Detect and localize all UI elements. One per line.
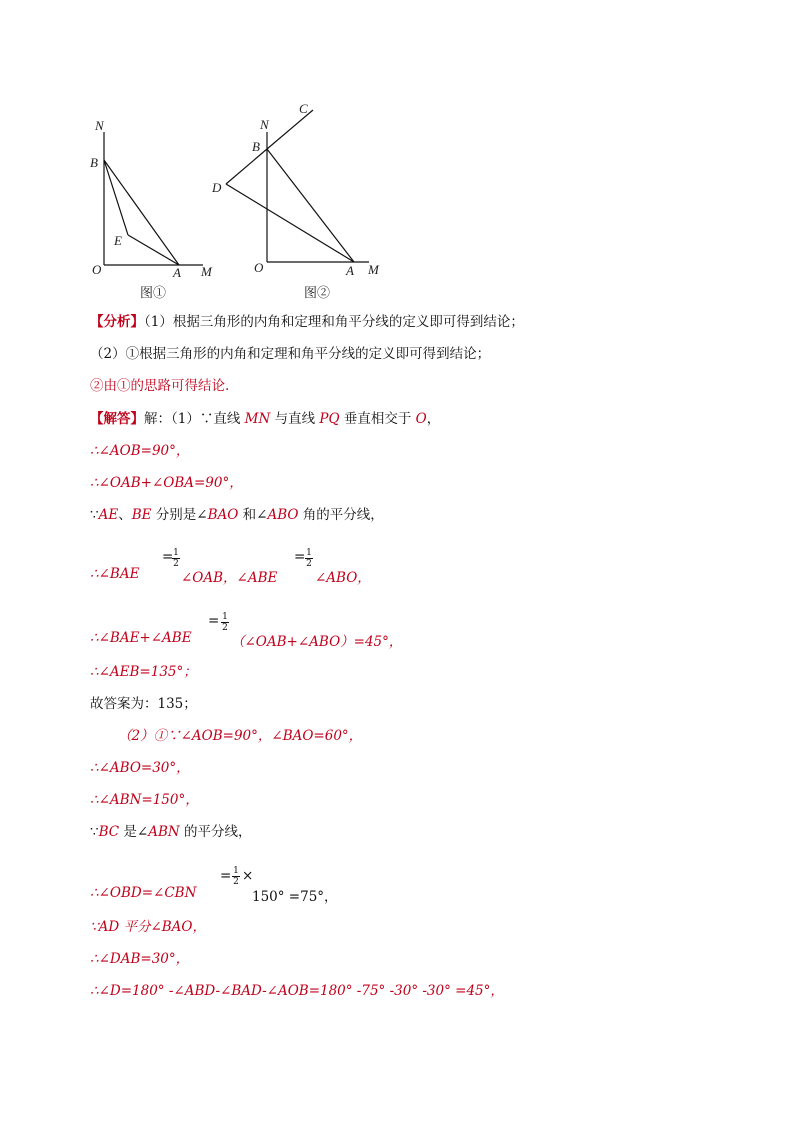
solution-line-5-lhs: ∴∠BAE	[90, 566, 140, 582]
solution-line-14: ∵AD 平分∠BAO，	[90, 919, 207, 935]
label-N: N	[95, 118, 104, 133]
segment-EA	[128, 235, 179, 265]
fraction-half	[221, 612, 229, 633]
solution-line-11: ∴∠ABN=150°，	[90, 792, 199, 808]
fraction-denominator: 2	[173, 559, 179, 569]
label-M: M	[368, 262, 379, 277]
solution-tag: 【解答】	[90, 411, 144, 427]
label-O: O	[254, 260, 264, 275]
segment-DA	[226, 184, 354, 262]
solution-text: ，	[426, 411, 441, 427]
label-B: B	[252, 139, 260, 154]
analysis-part-2: （2）①根据三角形的内角和定理和角平分线的定义即可得到结论；	[90, 346, 491, 362]
solution-text: 与直线	[270, 411, 320, 427]
figure-1-caption: 图①	[140, 286, 167, 301]
solution-text: 、	[118, 507, 132, 523]
label-O: O	[92, 262, 102, 277]
segment-BE	[104, 160, 128, 235]
solution-line-8: 故答案为：135；	[90, 696, 197, 712]
solution-line-5-mid: ∠OAB，∠ABE	[181, 570, 278, 586]
solution-line-15: ∴∠DAB=30°，	[90, 951, 190, 967]
solution-text: 的平分线，	[179, 824, 252, 840]
analysis-line-1	[90, 313, 524, 331]
label-C: C	[299, 101, 308, 116]
solution-text: 是∠	[119, 824, 149, 840]
figure-2-diagram	[205, 98, 395, 303]
label-M: M	[201, 264, 212, 279]
fraction-denominator: 2	[233, 877, 239, 887]
solution-line-13-rhs: 150° =75°，	[252, 889, 338, 905]
point-o: O	[415, 411, 427, 427]
solution-line-3: ∴∠OAB+∠OBA=90°，	[90, 475, 243, 491]
solution-line-4	[90, 506, 384, 524]
solution-line-1	[90, 410, 440, 428]
figure-2-caption: 图②	[304, 286, 331, 301]
segment-BA	[267, 149, 354, 262]
solution-text: ∵	[90, 507, 99, 523]
segment-be: BE	[131, 507, 152, 523]
solution-line-16: ∴∠D=180° -∠ABD-∠BAD-∠AOB=180° -75° -30° -30° =45°，	[90, 983, 504, 999]
segment-BA	[104, 160, 179, 265]
solution-line-5-eq1: =	[162, 549, 174, 565]
angle-bao: BAO	[207, 507, 239, 523]
solution-text: 解：（1）∵直线	[144, 411, 245, 427]
solution-line-6-lhs: ∴∠BAE+∠ABE	[90, 630, 192, 646]
solution-line-7: ∴∠AEB=135°；	[90, 664, 197, 680]
solution-line-6-rhs: （∠OAB+∠ABO）=45°，	[231, 634, 403, 650]
solution-line-10: ∴∠ABO=30°，	[90, 760, 190, 776]
solution-line-12	[90, 823, 252, 841]
solution-line-6-eq: =	[208, 613, 220, 629]
angle-abn: ABN	[148, 824, 180, 840]
solution-text: 和∠	[238, 507, 268, 523]
label-B: B	[90, 155, 98, 170]
solution-line-13-lhs: ∴∠OBD=∠CBN	[90, 885, 197, 901]
label-E: E	[114, 233, 122, 248]
analysis-line-2	[90, 345, 490, 363]
solution-line-13-times: ×	[242, 868, 254, 884]
label-N: N	[260, 117, 269, 132]
angle-abo: ABO	[267, 507, 299, 523]
solution-line-9: （2）①∵∠AOB=90°，∠BAO=60°，	[118, 728, 363, 744]
solution-line-5-eq2: =	[294, 549, 306, 565]
fraction-numerator: 1	[222, 612, 228, 622]
solution-line-5-rhs: ∠ABO，	[315, 570, 371, 586]
figure-2	[205, 98, 395, 303]
fraction-denominator: 2	[222, 623, 228, 633]
analysis-part-1: （1）根据三角形的内角和定理和角平分线的定义即可得到结论；	[144, 314, 524, 330]
analysis-part-3: ②由①的思路可得结论.	[90, 378, 230, 394]
fraction-half	[232, 866, 240, 887]
analysis-line-3	[90, 377, 229, 395]
fraction-numerator: 1	[306, 548, 312, 558]
solution-line-2: ∴∠AOB=90°，	[90, 443, 190, 459]
fraction-denominator: 2	[306, 559, 312, 569]
analysis-tag: 【分析】	[90, 314, 144, 330]
solution-text: 角的平分线，	[298, 507, 384, 523]
label-A: A	[346, 263, 354, 278]
solution-text: 分别是∠	[151, 507, 208, 523]
fraction-half	[172, 548, 180, 569]
solution-text: ∵	[90, 824, 99, 840]
line-pq: PQ	[319, 411, 340, 427]
solution-line-13-eq: =	[220, 868, 232, 884]
segment-ae: AE	[98, 507, 119, 523]
segment-DB	[226, 149, 267, 184]
solution-text: 垂直相交于	[339, 411, 416, 427]
fraction-numerator: 1	[233, 866, 239, 876]
fraction-half	[305, 548, 313, 569]
label-D: D	[212, 180, 222, 195]
fraction-numerator: 1	[173, 548, 179, 558]
label-A: A	[173, 265, 181, 280]
ray-bc: BC	[98, 824, 120, 840]
line-mn: MN	[244, 411, 271, 427]
